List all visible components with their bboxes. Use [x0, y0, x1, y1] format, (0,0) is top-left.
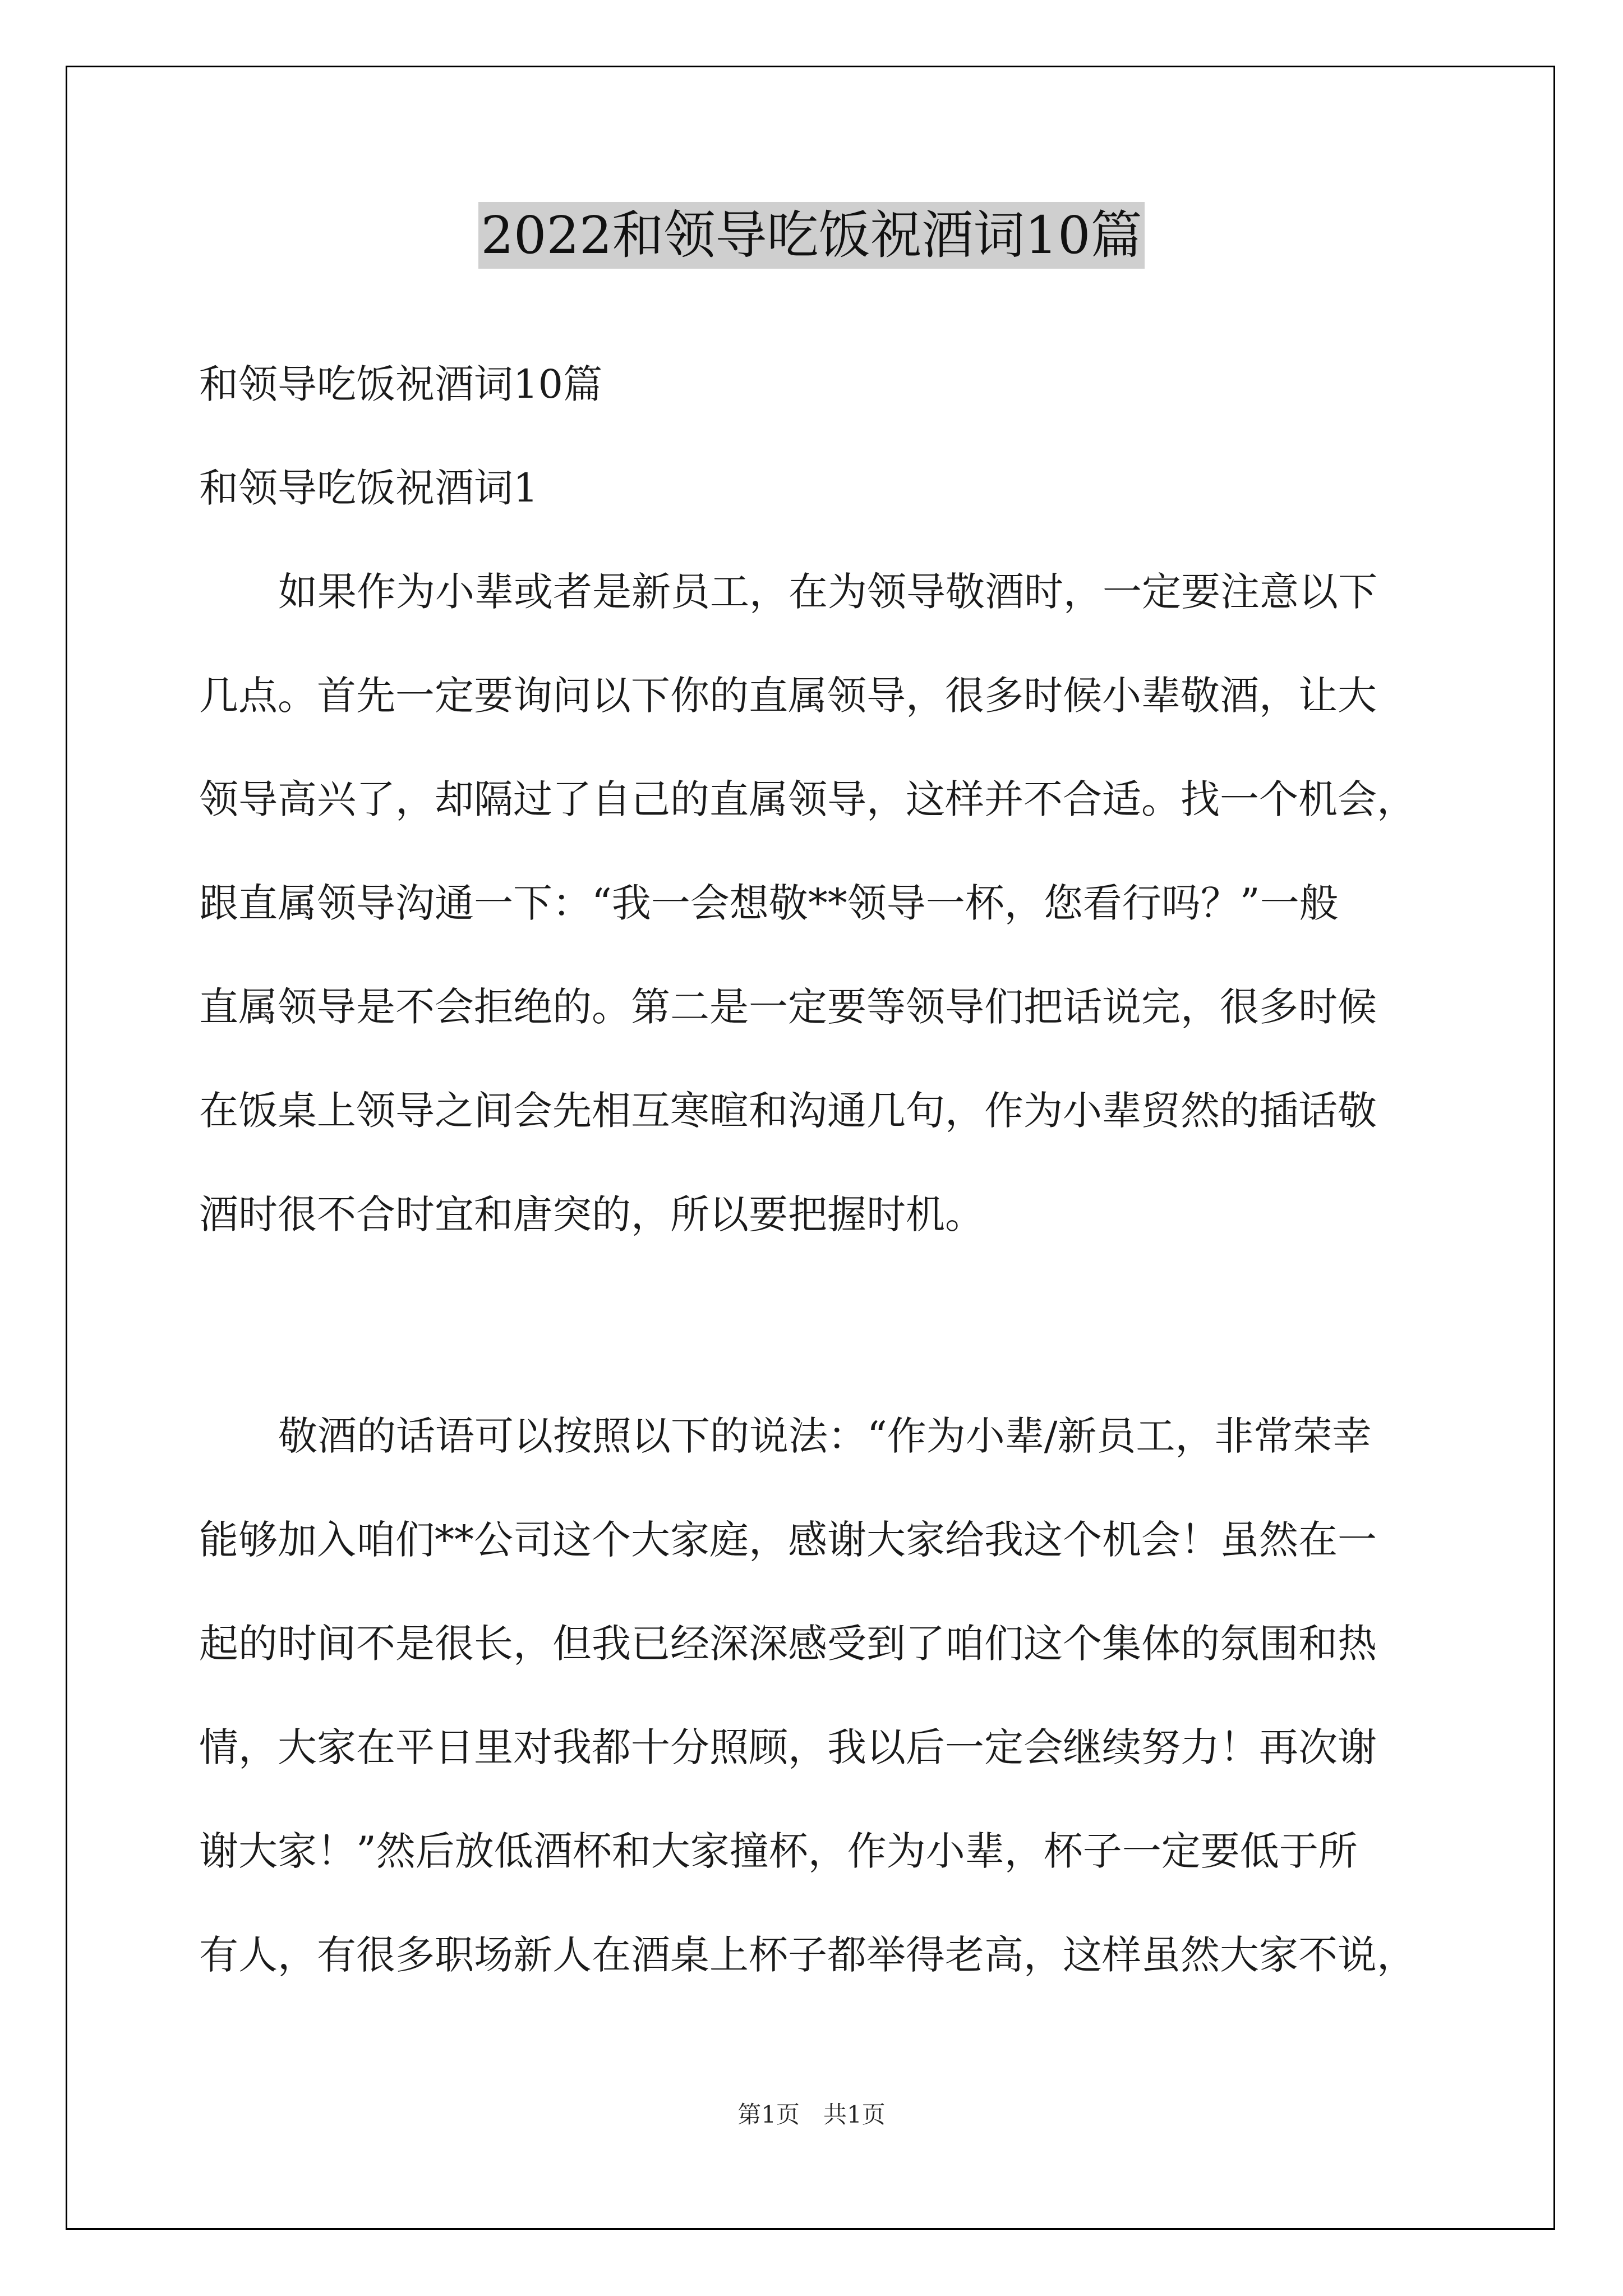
document-subtitle: 和领导吃饭祝酒词10篇 [199, 361, 603, 407]
paragraph-line: 情，大家在平日里对我都十分照顾，我以后一定会继续努力！再次谢 [199, 1724, 1377, 1770]
page-number-footer: 第1页 共1页 [737, 2101, 886, 2128]
paragraph-line: 敬酒的话语可以按照以下的说法：“作为小辈/新员工，非常荣幸 [278, 1413, 1372, 1459]
section-heading: 和领导吃饭祝酒词1 [199, 465, 538, 511]
paragraph-line: 直属领导是不会拒绝的。第二是一定要等领导们把话说完，很多时候 [199, 984, 1377, 1030]
paragraph-line: 谢大家！”然后放低酒杯和大家撞杯，作为小辈，杯子一定要低于所 [199, 1828, 1358, 1874]
paragraph-line: 起的时间不是很长，但我已经深深感受到了咱们这个集体的氛围和热 [199, 1621, 1377, 1667]
paragraph-line: 在饭桌上领导之间会先相互寒暄和沟通几句，作为小辈贸然的插话敬 [199, 1088, 1377, 1134]
paragraph-line: 跟直属领导沟通一下：“我一会想敬**领导一杯，您看行吗？”一般 [199, 880, 1339, 926]
paragraph-line: 酒时很不合时宜和唐突的，所以要把握时机。 [199, 1191, 984, 1237]
paragraph-line: 有人，有很多职场新人在酒桌上杯子都举得老高，这样虽然大家不说， [199, 1932, 1416, 1978]
paragraph-line: 领导高兴了，却隔过了自己的直属领导，这样并不合适。找一个机会， [199, 776, 1416, 822]
paragraph-line: 能够加入咱们**公司这个大家庭，感谢大家给我这个机会！虽然在一 [199, 1517, 1377, 1563]
paragraph-line: 如果作为小辈或者是新员工，在为领导敬酒时，一定要注意以下 [278, 569, 1377, 615]
document-title-text: 2022和领导吃饭祝酒词10篇 [478, 202, 1144, 269]
document-title [0, 199, 1623, 272]
paragraph-line: 几点。首先一定要询问以下你的直属领导，很多时候小辈敬酒，让大 [199, 673, 1377, 719]
